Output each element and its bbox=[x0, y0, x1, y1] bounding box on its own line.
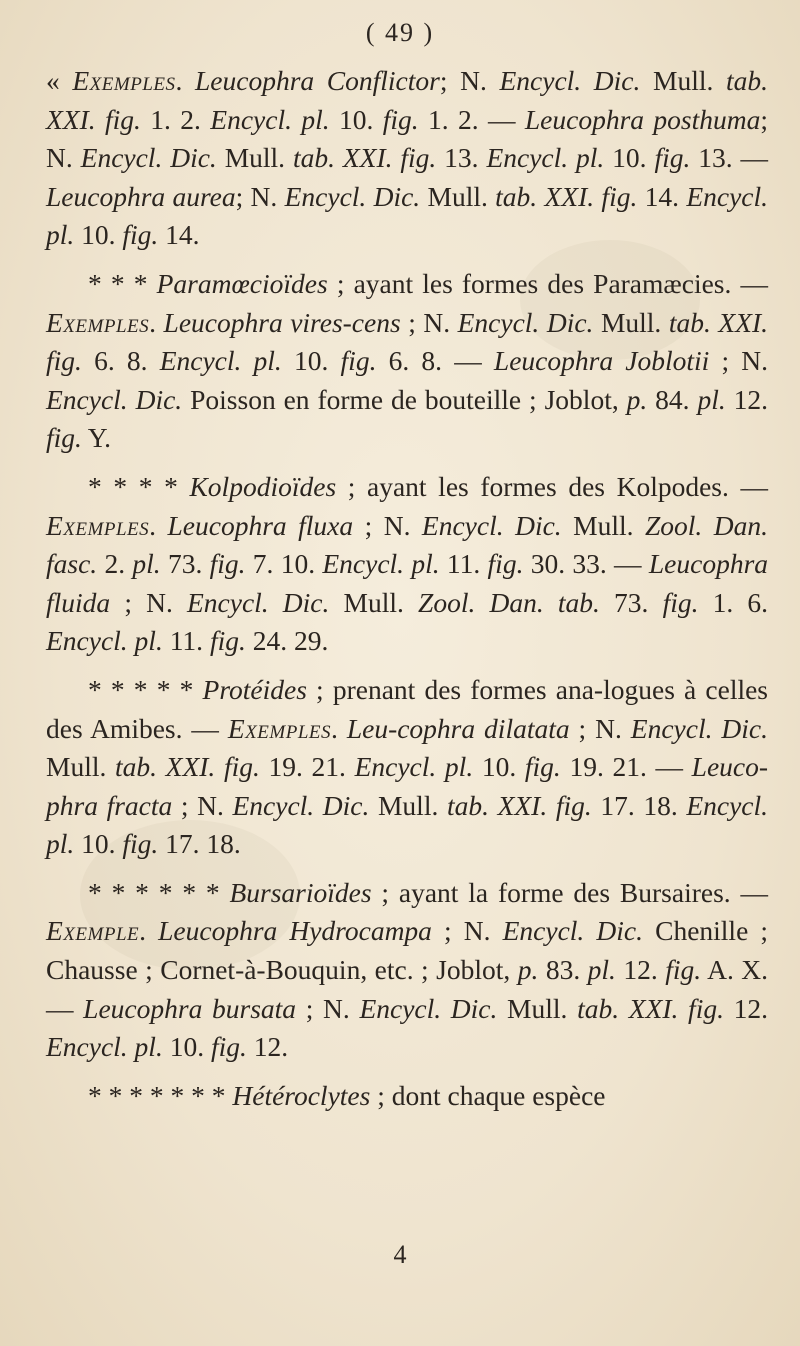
paragraph-gap bbox=[46, 255, 768, 265]
text-run: ; N. bbox=[110, 586, 187, 618]
italic-text: Encycl. pl. bbox=[486, 142, 605, 174]
italic-text: fig. bbox=[210, 1031, 247, 1063]
italic-text: Leucophra aurea bbox=[46, 180, 236, 212]
italic-text: Zool. Dan. tab. bbox=[418, 586, 600, 618]
italic-text: Encycl. Dic. bbox=[502, 915, 643, 947]
italic-text: Encycl. Dic. bbox=[232, 789, 370, 821]
italic-text: fig. bbox=[665, 954, 702, 986]
text-run: Mull. bbox=[420, 180, 496, 212]
italic-text: Encycl. pl. bbox=[46, 789, 769, 860]
text-run: ; N. bbox=[353, 509, 422, 541]
italic-text: fig. bbox=[122, 828, 159, 860]
text-run: 10. bbox=[329, 103, 383, 135]
text-run: 14. bbox=[158, 219, 200, 251]
text-run: 12. bbox=[615, 954, 666, 986]
italic-text: tab. XXI. fig. bbox=[115, 751, 260, 783]
italic-text: fig. bbox=[46, 422, 82, 454]
text-run: 24. 29. bbox=[245, 625, 329, 657]
italic-text: tab. XXI. fig. bbox=[446, 789, 592, 821]
text-run: 2. bbox=[97, 548, 133, 580]
italic-text: tab. XXI. fig. bbox=[495, 180, 638, 212]
text-run: . bbox=[149, 306, 164, 338]
italic-text: pl. bbox=[132, 548, 161, 580]
italic-text: Encycl. Dic. bbox=[499, 65, 641, 96]
text-run: 13. — bbox=[690, 142, 768, 174]
body-text bbox=[46, 62, 768, 1115]
small-caps-text: Exemples bbox=[72, 65, 176, 96]
italic-text: XXI. fig. bbox=[46, 103, 141, 135]
italic-text: Encycl. Dic. bbox=[359, 992, 498, 1024]
small-caps-text: Exemples bbox=[46, 306, 150, 338]
text-run: Mull. bbox=[46, 751, 116, 783]
text-run: ; N. bbox=[172, 789, 233, 821]
text-run: * * * * * * * bbox=[88, 1079, 233, 1111]
text-run: 6. 8. bbox=[81, 345, 160, 377]
italic-text: Leucophra fluida bbox=[46, 548, 769, 618]
text-run: « bbox=[46, 65, 73, 96]
italic-text: Encycl. pl. bbox=[322, 548, 440, 580]
paragraph bbox=[46, 468, 768, 661]
italic-text: p. bbox=[517, 954, 539, 986]
text-run: 10. bbox=[162, 1031, 211, 1063]
small-caps-text: Exemples bbox=[46, 509, 150, 541]
text-run: 11. bbox=[439, 548, 488, 580]
text-run: A. X. — bbox=[46, 954, 769, 1024]
paragraph bbox=[46, 62, 768, 255]
italic-text: Encycl. Dic. bbox=[630, 712, 768, 744]
text-run: 10. bbox=[473, 751, 525, 783]
text-run: ; dont chaque espèce bbox=[370, 1079, 606, 1111]
text-run: 73. bbox=[160, 548, 210, 580]
text-run: 11. bbox=[162, 625, 210, 657]
text-run: 83. bbox=[538, 954, 588, 986]
paragraph bbox=[46, 874, 768, 1067]
italic-text: Zool. Dan. fasc. bbox=[46, 509, 769, 580]
italic-text: Bursarioïdes bbox=[229, 876, 372, 908]
text-run: 1. 2. — bbox=[418, 103, 525, 135]
text-run: 7. 10. bbox=[245, 548, 323, 580]
paragraph bbox=[46, 671, 768, 864]
paragraph-gap bbox=[46, 661, 768, 671]
text-run: 10. bbox=[281, 345, 341, 377]
text-run: 1. 2. bbox=[140, 103, 211, 135]
text-run: 14. bbox=[637, 180, 687, 212]
text-run: Poisson en forme de bouteille ; Joblot, bbox=[182, 383, 627, 415]
text-run: ; N. bbox=[569, 712, 631, 744]
italic-text: Leucophra posthuma bbox=[524, 103, 761, 135]
italic-text: fig. bbox=[487, 548, 524, 580]
italic-text: fig. bbox=[654, 142, 691, 174]
italic-text: Encycl. Dic. bbox=[284, 180, 421, 212]
paragraph-gap bbox=[46, 458, 768, 468]
italic-text: fig. bbox=[524, 751, 561, 783]
italic-text: Leuco-phra fracta bbox=[46, 751, 769, 821]
italic-text: fig. bbox=[340, 345, 377, 377]
text-run: ; N. bbox=[46, 103, 768, 174]
text-run: 84. bbox=[647, 383, 698, 415]
italic-text: Leu-cophra dilatata bbox=[346, 712, 570, 744]
italic-text: Kolpodioïdes bbox=[189, 470, 337, 502]
text-run: * * * * bbox=[88, 470, 190, 502]
text-run: 10. bbox=[604, 142, 655, 174]
italic-text: Encycl. pl. bbox=[210, 103, 330, 135]
text-run: ; prenant des formes ana-logues à celles des Amibes. — bbox=[46, 673, 769, 744]
italic-text: Leucophra Conflictor bbox=[195, 65, 440, 96]
paragraph bbox=[46, 265, 768, 458]
paragraph bbox=[46, 1077, 768, 1116]
text-run: . bbox=[175, 65, 195, 96]
text-run: 1. 6. bbox=[698, 586, 769, 618]
italic-text: tab. XXI. fig. bbox=[46, 306, 768, 377]
italic-text: pl. bbox=[587, 954, 616, 986]
italic-text: tab. XXI. fig. bbox=[292, 142, 437, 174]
signature-mark: 4 bbox=[393, 1240, 407, 1269]
italic-text: Leucophra fluxa bbox=[167, 509, 354, 541]
text-run: 73. bbox=[599, 586, 663, 618]
italic-text: fig. bbox=[209, 625, 246, 657]
italic-text: Protéides bbox=[202, 673, 307, 705]
text-run: 12. bbox=[725, 383, 769, 415]
italic-text: Encycl. pl. bbox=[46, 1031, 163, 1063]
text-run: * * * * * * bbox=[88, 876, 230, 908]
text-run: ; N. bbox=[439, 65, 500, 96]
text-run: 30. 33. — bbox=[523, 548, 649, 580]
italic-text: Encycl. Dic. bbox=[421, 509, 562, 541]
italic-text: Encycl. Dic. bbox=[46, 383, 183, 415]
text-run: 13. bbox=[436, 142, 487, 174]
text-run: 10. bbox=[74, 828, 123, 860]
text-run: Y. bbox=[81, 422, 111, 454]
text-run: ; N. bbox=[296, 992, 360, 1024]
italic-text: pl. bbox=[697, 383, 726, 415]
italic-text: fig. bbox=[209, 548, 246, 580]
text-run: 17. 18. bbox=[158, 828, 241, 860]
text-run: ; N. bbox=[709, 345, 769, 377]
italic-text: Leucophra Hydrocampa bbox=[158, 915, 432, 947]
text-run: . bbox=[331, 712, 347, 744]
italic-text: fig. bbox=[122, 219, 159, 251]
text-run: . bbox=[139, 915, 159, 947]
text-run: 6. 8. — bbox=[376, 345, 494, 377]
italic-text: tab. XXI. fig. bbox=[577, 992, 724, 1024]
small-caps-text: Exemples bbox=[227, 712, 331, 744]
text-run: ; N. bbox=[235, 180, 285, 212]
italic-text: Leucophra Joblotii bbox=[493, 345, 710, 377]
text-run: ; ayant la forme des Bursaires. — bbox=[371, 876, 768, 908]
text-run: ; N. bbox=[400, 306, 458, 338]
paragraph-gap bbox=[46, 864, 768, 874]
italic-text: fig. bbox=[382, 103, 419, 135]
text-run: * * * bbox=[88, 267, 157, 299]
text-run: 12. bbox=[246, 1031, 289, 1063]
text-run: ; ayant les formes des Paramæcies. — bbox=[327, 267, 768, 299]
italic-text: Encycl. pl. bbox=[46, 180, 769, 251]
text-run: Mull. bbox=[329, 586, 419, 618]
italic-text: fig. bbox=[662, 586, 699, 618]
italic-text: Encycl. Dic. bbox=[457, 306, 594, 338]
text-run: Mull. bbox=[216, 142, 293, 174]
italic-text: Encycl. Dic. bbox=[186, 586, 330, 618]
paragraph-gap bbox=[46, 1067, 768, 1077]
small-caps-text: Exemple bbox=[46, 915, 140, 947]
text-run: . bbox=[149, 509, 168, 541]
text-run: 19. 21. bbox=[259, 751, 355, 783]
text-run: 12. bbox=[723, 992, 769, 1024]
text-run: 17. 18. bbox=[591, 789, 687, 821]
text-run: ; ayant les formes des Kolpodes. — bbox=[336, 470, 769, 502]
text-run: 10. bbox=[74, 219, 123, 251]
text-run: Chenille ; Chausse ; Cornet-à-Bouquin, etc. ; Joblot, bbox=[46, 915, 769, 986]
italic-text: Leucophra vires-cens bbox=[163, 306, 401, 338]
italic-text: Leucophra bursata bbox=[83, 992, 297, 1024]
italic-text: Encycl. pl. bbox=[159, 345, 282, 377]
text-run: Mull. bbox=[497, 992, 578, 1024]
italic-text: Paramœcioïdes bbox=[156, 267, 328, 299]
italic-text: tab. bbox=[725, 65, 768, 96]
text-run: Mull. bbox=[369, 789, 447, 821]
page-number: ( 49 ) bbox=[365, 18, 435, 47]
text-run: Mull. bbox=[640, 65, 726, 96]
italic-text: Hétéroclytes bbox=[232, 1079, 371, 1111]
text-run: 19. 21. — bbox=[560, 751, 692, 783]
text-run: * * * * * bbox=[88, 673, 203, 705]
italic-text: Encycl. pl. bbox=[46, 625, 163, 657]
italic-text: p. bbox=[626, 383, 648, 415]
text-run: Mull. bbox=[593, 306, 669, 338]
italic-text: Encycl. Dic. bbox=[80, 142, 217, 174]
text-run: ; N. bbox=[431, 915, 503, 947]
italic-text: Encycl. pl. bbox=[354, 751, 474, 783]
text-run: Mull. bbox=[561, 509, 645, 541]
